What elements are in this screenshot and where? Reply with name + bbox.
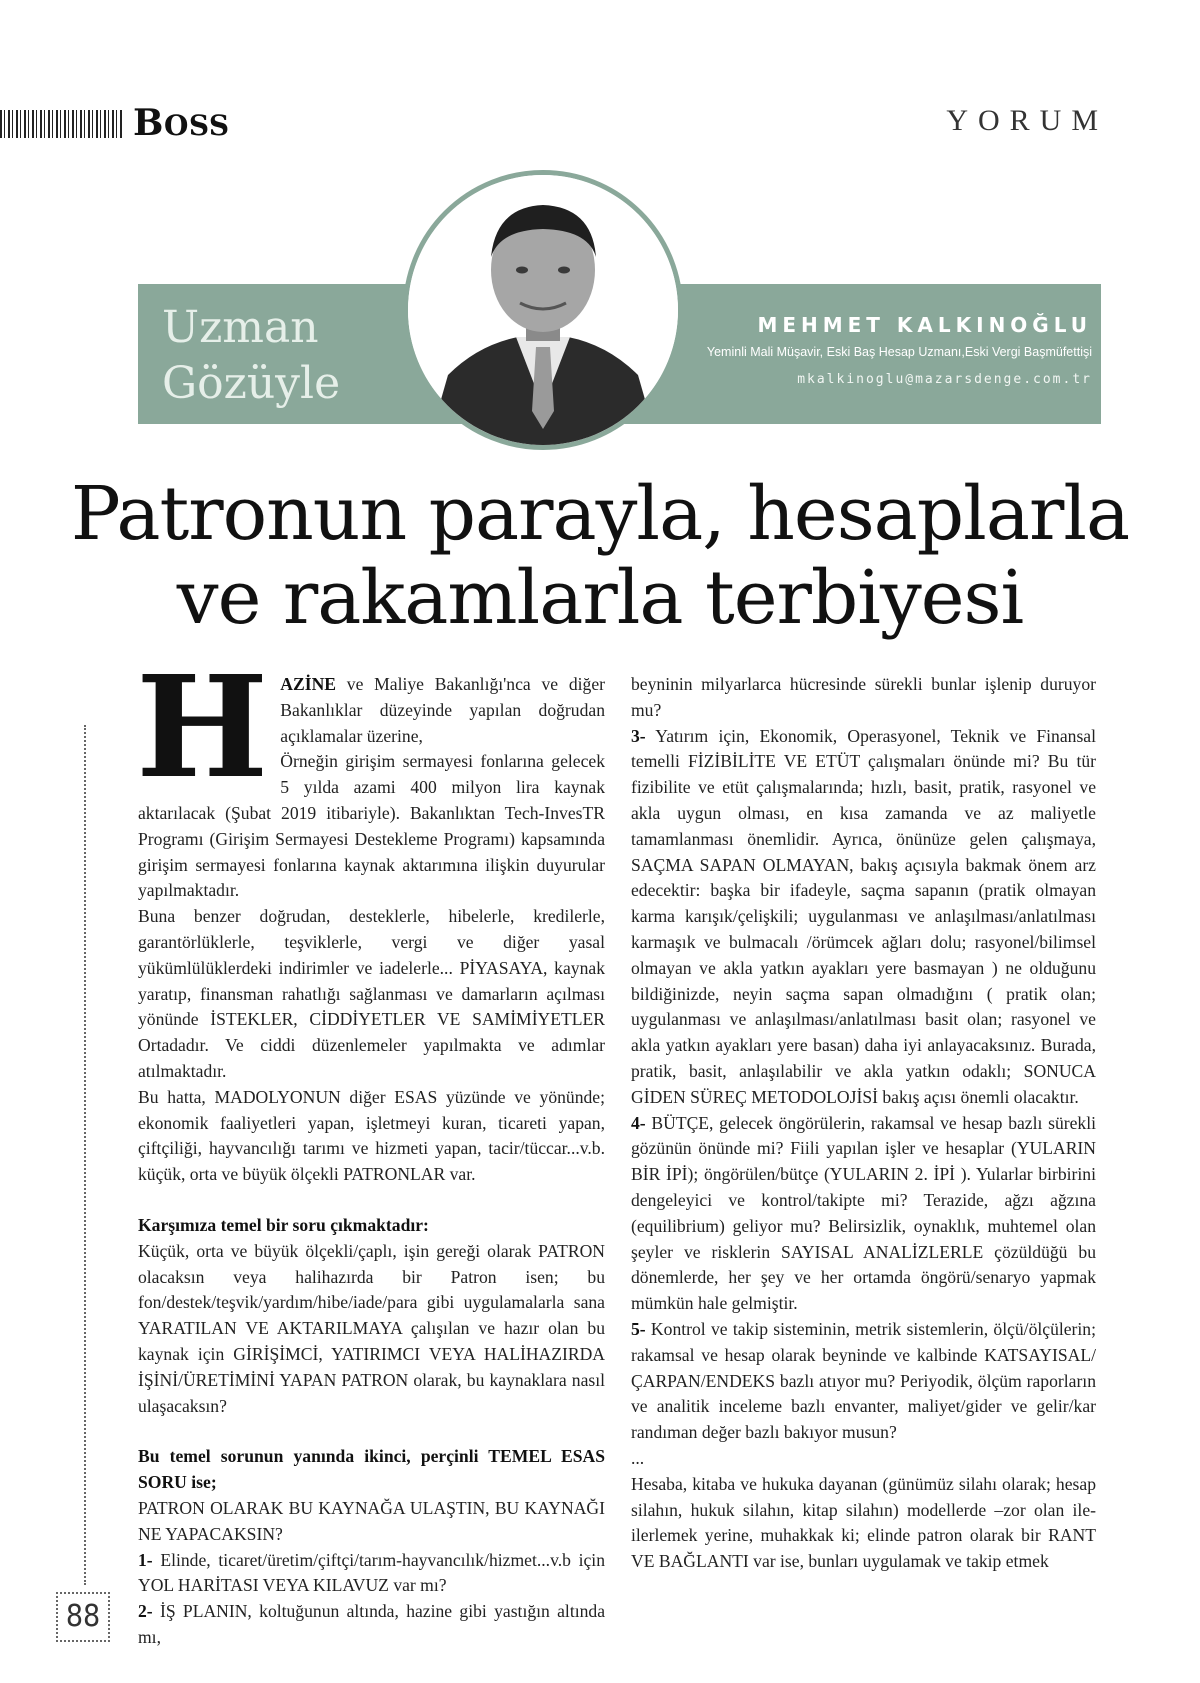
- author-photo: [403, 170, 683, 450]
- list-item: 5- Kontrol ve takip sisteminin, metrik sistemlerin, ölçü/ölçülerin; rakamsal ve hesap olarak beyninde ve kalbinde KATSAYISAL/ÇARPAN/ENDEKS bazlı atıyor mu? Periyodik, ölçüm raporların ve analitik inceleme bazlı envanter, maliyet/gider ve gelir/kar randıman değer bazlı bakıyor musun?: [631, 1318, 1096, 1443]
- author-email: mkalkinoglu@mazarsdenge.com.tr: [797, 372, 1092, 387]
- paragraph: beyninin milyarlarca hücresinde sürekli bunlar işlenip duruyor mu?: [631, 674, 1096, 720]
- drop-cap: H: [136, 646, 269, 810]
- headline-line1: Patronun parayla, hesaplarla: [70, 471, 1130, 557]
- author-portrait-icon: [408, 175, 678, 445]
- column-title-line2: Gözüyle: [162, 358, 341, 409]
- subheading: Bu temel sorunun yanında ikinci, perçinli TEMEL ESAS SORU ise;: [138, 1446, 605, 1493]
- paragraph: Örneğin girişim sermayesi fonlarına gelecek 5 yılda azami 400 milyon lira kaynak aktarılacak (Şubat 2019 itibariyle). Bakanlıktan Tech-InvesTR Programı (Girişim Sermayesi Destekleme Programı) kapsamında girişim sermayesi fonlarına kaynak aktarımına ilişkin duyurular yapılmaktadır.: [138, 751, 605, 901]
- paragraph: ...: [631, 1447, 645, 1468]
- paragraph: Hesaba, kitaba ve hukuka dayanan (günümüz silahı olarak; hesap silahın, hukuk silahın, kitap silahın) modellerde –zor olan ile- ilerlemek yerine, muhakkak ki; elinde patron olarak bir RANT VE BAĞLANTI var ise, bunları uygulamak ve takip etmek: [631, 1473, 1096, 1572]
- section-label: YORUM: [946, 104, 1108, 137]
- article-left-column: [136, 646, 605, 1651]
- paragraph: PATRON OLARAK BU KAYNAĞA ULAŞTIN, BU KAYNAĞI NE YAPACAKSIN?: [138, 1497, 605, 1544]
- paragraph: Küçük, orta ve büyük ölçekli/çaplı, işin gereği olarak PATRON olacaksın veya halihazırda bir Patron isen; bu fon/destek/teşvik/yardım/hibe/iade/para gibi uygulamalarla sana YARATILAN VE AKTARILMAYA çalışılan ve hazır olan bu kaynak için GİRİŞİMCİ, YATIRIMCI VEYA HALİHAZIRDA İŞİNİ/ÜRETİMİNİ YAPAN PATRON olarak, bu kaynaklara nasıl ulaşacaksın?: [138, 1240, 605, 1416]
- author-name: MEHMET KALKINOĞLU: [757, 313, 1092, 337]
- list-item: 4- BÜTÇE, gelecek öngörülerin, rakamsal ve hesap bazlı sürekli gözünün önünde mi? Fiili yapılan işler ve hesaplar (YULARIN BİR İPİ); öngörülen/bütçe (YULARIN 2. İPİ ). Yularlar birbirini dengeleyici ve kontrol/takipte mi? Terazide, ağzı ağzına (equilibrium) geliyor mu? Belirsizlik, oynaklık, muhtemel olan şeyler ve risklerin SAYISAL ANALİZLERLE çözüldüğü bu dönemlerde, her şey ve her ortamda öngörü/senaryo yapmak mümkün hale gelmiştir.: [631, 1112, 1096, 1314]
- author-title: Yeminli Mali Müşavir, Eski Baş Hesap Uzmanı,Eski Vergi Başmüfettişi: [706, 345, 1092, 359]
- headline-line2: ve rakamlarla terbiyesi: [176, 555, 1024, 641]
- paragraph: AZİNE ve Maliye Bakanlığı'nca ve diğer Bakanlıklar düzeyinde yapılan doğrudan açıklamalar üzerine,: [280, 674, 605, 746]
- list-item: 2- İŞ PLANIN, koltuğunun altında, hazine gibi yastığın altında mı,: [138, 1601, 605, 1647]
- article-headline: [40, 472, 1160, 640]
- column-title: [162, 300, 340, 412]
- page-number: 88: [56, 1592, 110, 1642]
- barcode-ornament: [0, 110, 123, 138]
- margin-dotted-rule: [84, 725, 86, 1585]
- subheading: Karşımıza temel bir soru çıkmaktadır:: [138, 1214, 429, 1235]
- magazine-logo: BOSS: [133, 102, 230, 144]
- list-item: 3- Yatırım için, Ekonomik, Operasyonel, Teknik ve Finansal temelli FİZİBİLİTE VE ETÜT çalışmaları önünde mi? Bu tür fizibilite ve etüt çalışmalarında; hızlı, basit, pratik, rasyonel ve akla uygun olması, en kısa zamanda ve az maliyetle tamamlanması önemlidir. Ayrıca, önünüze gelen çalışmaya, SAÇMA SAPAN OLMAYAN, bakış açısıyla bakmak önem arz edecektir: başka bir ifadeyle, saçma sapanın (pratik olmayan karma karışık/çelişkili; uygulanması ve anlaşılması/anlatılması karmaşık ve bulmacalı /örümcek ağları dolu; rasyonel/bilimsel olmayan ve akla yatkın ayakları yere basmayan ) ne olduğunu bildiğinizde, neyin saçma sapan olmadığını ( pratik olan; uygulanması ve anlaşılması/anlatılması basit olan; rasyonel ve akla yatkın ayakları yere basan) daha iyi anlayacaksınız. Burada, pratik, basit, anlaşılabilir ve akla yatkın odaklı; SONUCA GİDEN SÜREÇ METODOLOJİSİ bakış açısı önemli olacaktır.: [631, 725, 1096, 1107]
- list-item: 1- Elinde, ticaret/üretim/çiftçi/tarım-hayvancılık/hizmet...v.b için YOL HARİTASI VEYA KILAVUZ var mı?: [138, 1549, 605, 1596]
- article-right-column: [631, 672, 1096, 1575]
- paragraph: Buna benzer doğrudan, desteklerle, hibelerle, kredilerle, garantörlüklerle, teşviklerle, vergi ve diğer yasal yükümlülüklerdeki indirimler ve iadelerle... PİYASAYA, kaynak yaratıp, finansman rahatlığı sağlanması ve damarların açılması yönünde İSTEKLER, CİDDİYETLER VE SAMİMİYETLER Ortadadır. Ve ciddi düzenlemeler yapılmakta ve adımlar atılmaktadır.: [138, 906, 605, 1081]
- paragraph: Bu hatta, MADOLYONUN diğer ESAS yüzünde ve yönünde; ekonomik faaliyetleri yapan, işletmeyi kuran, ticareti yapan, çiftçiliği, hayvancılığı tarımı ve hizmeti yapan, tacir/tüccar...v.b. küçük, orta ve büyük ölçekli PATRONLAR var.: [138, 1086, 605, 1185]
- column-title-line1: Uzman: [162, 302, 319, 353]
